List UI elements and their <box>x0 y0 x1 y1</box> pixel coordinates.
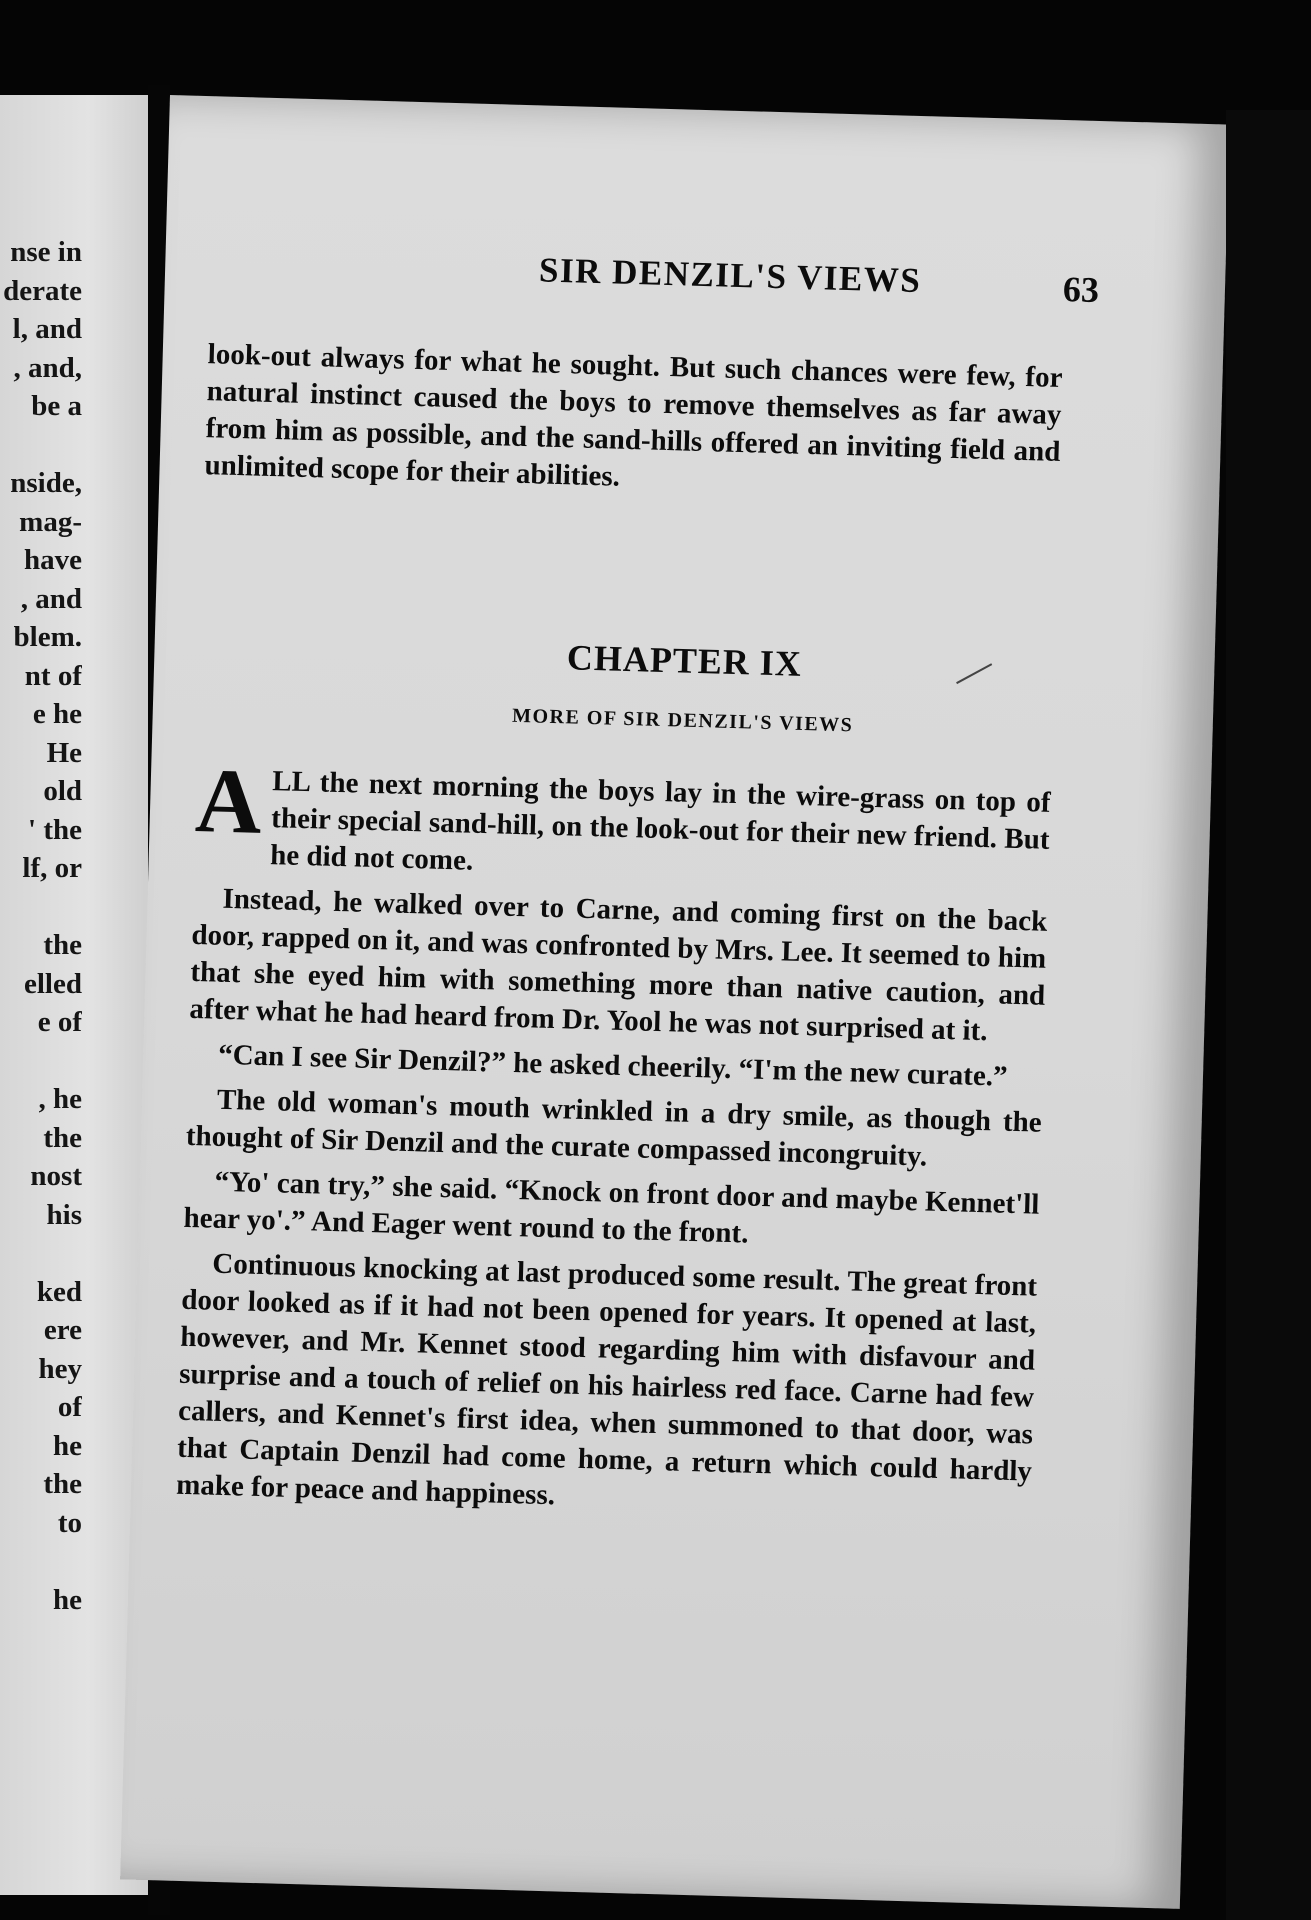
right-page <box>120 95 1229 1909</box>
left-page-line: ' the <box>28 813 82 846</box>
left-page-line: e he <box>32 698 82 730</box>
left-page-line: l, and <box>12 313 82 345</box>
left-page-line: elled <box>24 967 82 1000</box>
page-edge-shadow <box>1226 110 1311 1920</box>
left-page-line: e of <box>37 1006 82 1038</box>
body-paragraph: Instead, he walked over to Carne, and coming first on the back door, rapped on it, and was confronted by Mrs. Lee. It seemed to him that she eyed him with something more than native caution, and after what he had heard from Dr. Yool he was not surprised at it. <box>189 882 1048 1048</box>
left-page-line: ked <box>36 1275 82 1308</box>
body-paragraph <box>193 749 1052 896</box>
top-paragraph: look-out always for what he sought. But such chances were few, for natural instinct caused the boys to remove themselves as far away from him as possible, and the sand-hills offered an inviting field and unlimited scope for their abilities. <box>204 338 1063 493</box>
top-paragraph-block <box>204 336 1063 508</box>
left-page-line: mag- <box>19 505 82 538</box>
left-page-line: , he <box>38 1083 82 1115</box>
left-page-line: he <box>53 1583 82 1616</box>
left-page-line: the <box>43 1121 82 1154</box>
chapter-subtitle: MORE OF SIR DENZIL'S VIEWS <box>511 704 854 737</box>
paragraph-text: LL the next morning the boys lay in the wire-grass on top of their special sand-hill, on the look-out for their new friend. But he did not come. <box>269 765 1052 877</box>
running-head: SIR DENZIL'S VIEWS <box>538 250 922 301</box>
left-page-line: his <box>46 1198 82 1231</box>
left-page-line: to <box>57 1506 82 1539</box>
left-page-line: hey <box>38 1352 82 1385</box>
left-page-line: nside, <box>10 467 82 499</box>
left-page-line: nost <box>30 1160 82 1192</box>
left-page-line: have <box>24 544 82 576</box>
page-number: 63 <box>1062 269 1100 311</box>
left-page-line: be a <box>31 390 82 422</box>
left-page-line: the <box>43 929 82 961</box>
body-paragraph: The old woman's mouth wrinkled in a dry smile, as though the thought of Sir Denzil and the curate compassed incongruity. <box>185 1083 1043 1173</box>
drop-cap: A <box>193 749 264 853</box>
left-page-line: lf, or <box>22 852 82 884</box>
chapter-title: CHAPTER IX <box>566 637 803 684</box>
left-page-line: He <box>46 736 82 769</box>
left-page-line: ere <box>43 1314 82 1346</box>
left-page-line: derate <box>3 274 82 307</box>
left-page-line: he <box>53 1429 82 1462</box>
left-page-line: the <box>43 1468 82 1500</box>
left-page-line: of <box>57 1391 82 1423</box>
left-page-line: blem. <box>13 621 82 653</box>
chapter-body <box>175 749 1052 1528</box>
left-page-line: , and, <box>13 351 82 384</box>
left-page <box>0 95 148 1895</box>
body-paragraph: Continuous knocking at last produced some result. The great front door looked as if it had not been opened for years. It opened at last, however, and Mr. Kennet stood regarding him with disfavour and surprise and a touch of relief on his hairless red face. Carne had few callers, and Kennet's first idea, when summoned to that door, was that Captain Denzil had come home, a return which could hardly make for peace and happiness. <box>175 1247 1038 1512</box>
left-page-line: nse in <box>10 236 82 268</box>
body-paragraph: “Yo' can try,” she said. “Knock on front door and maybe Kennet'll hear yo'.” And Eager went round to the front. <box>183 1165 1040 1250</box>
left-page-line: nt of <box>24 659 82 692</box>
body-paragraph: “Can I see Sir Denzil?” he asked cheerily. “I'm the new curate.” <box>217 1038 1009 1093</box>
left-page-line: , and <box>20 582 82 615</box>
left-page-line: old <box>43 775 82 807</box>
